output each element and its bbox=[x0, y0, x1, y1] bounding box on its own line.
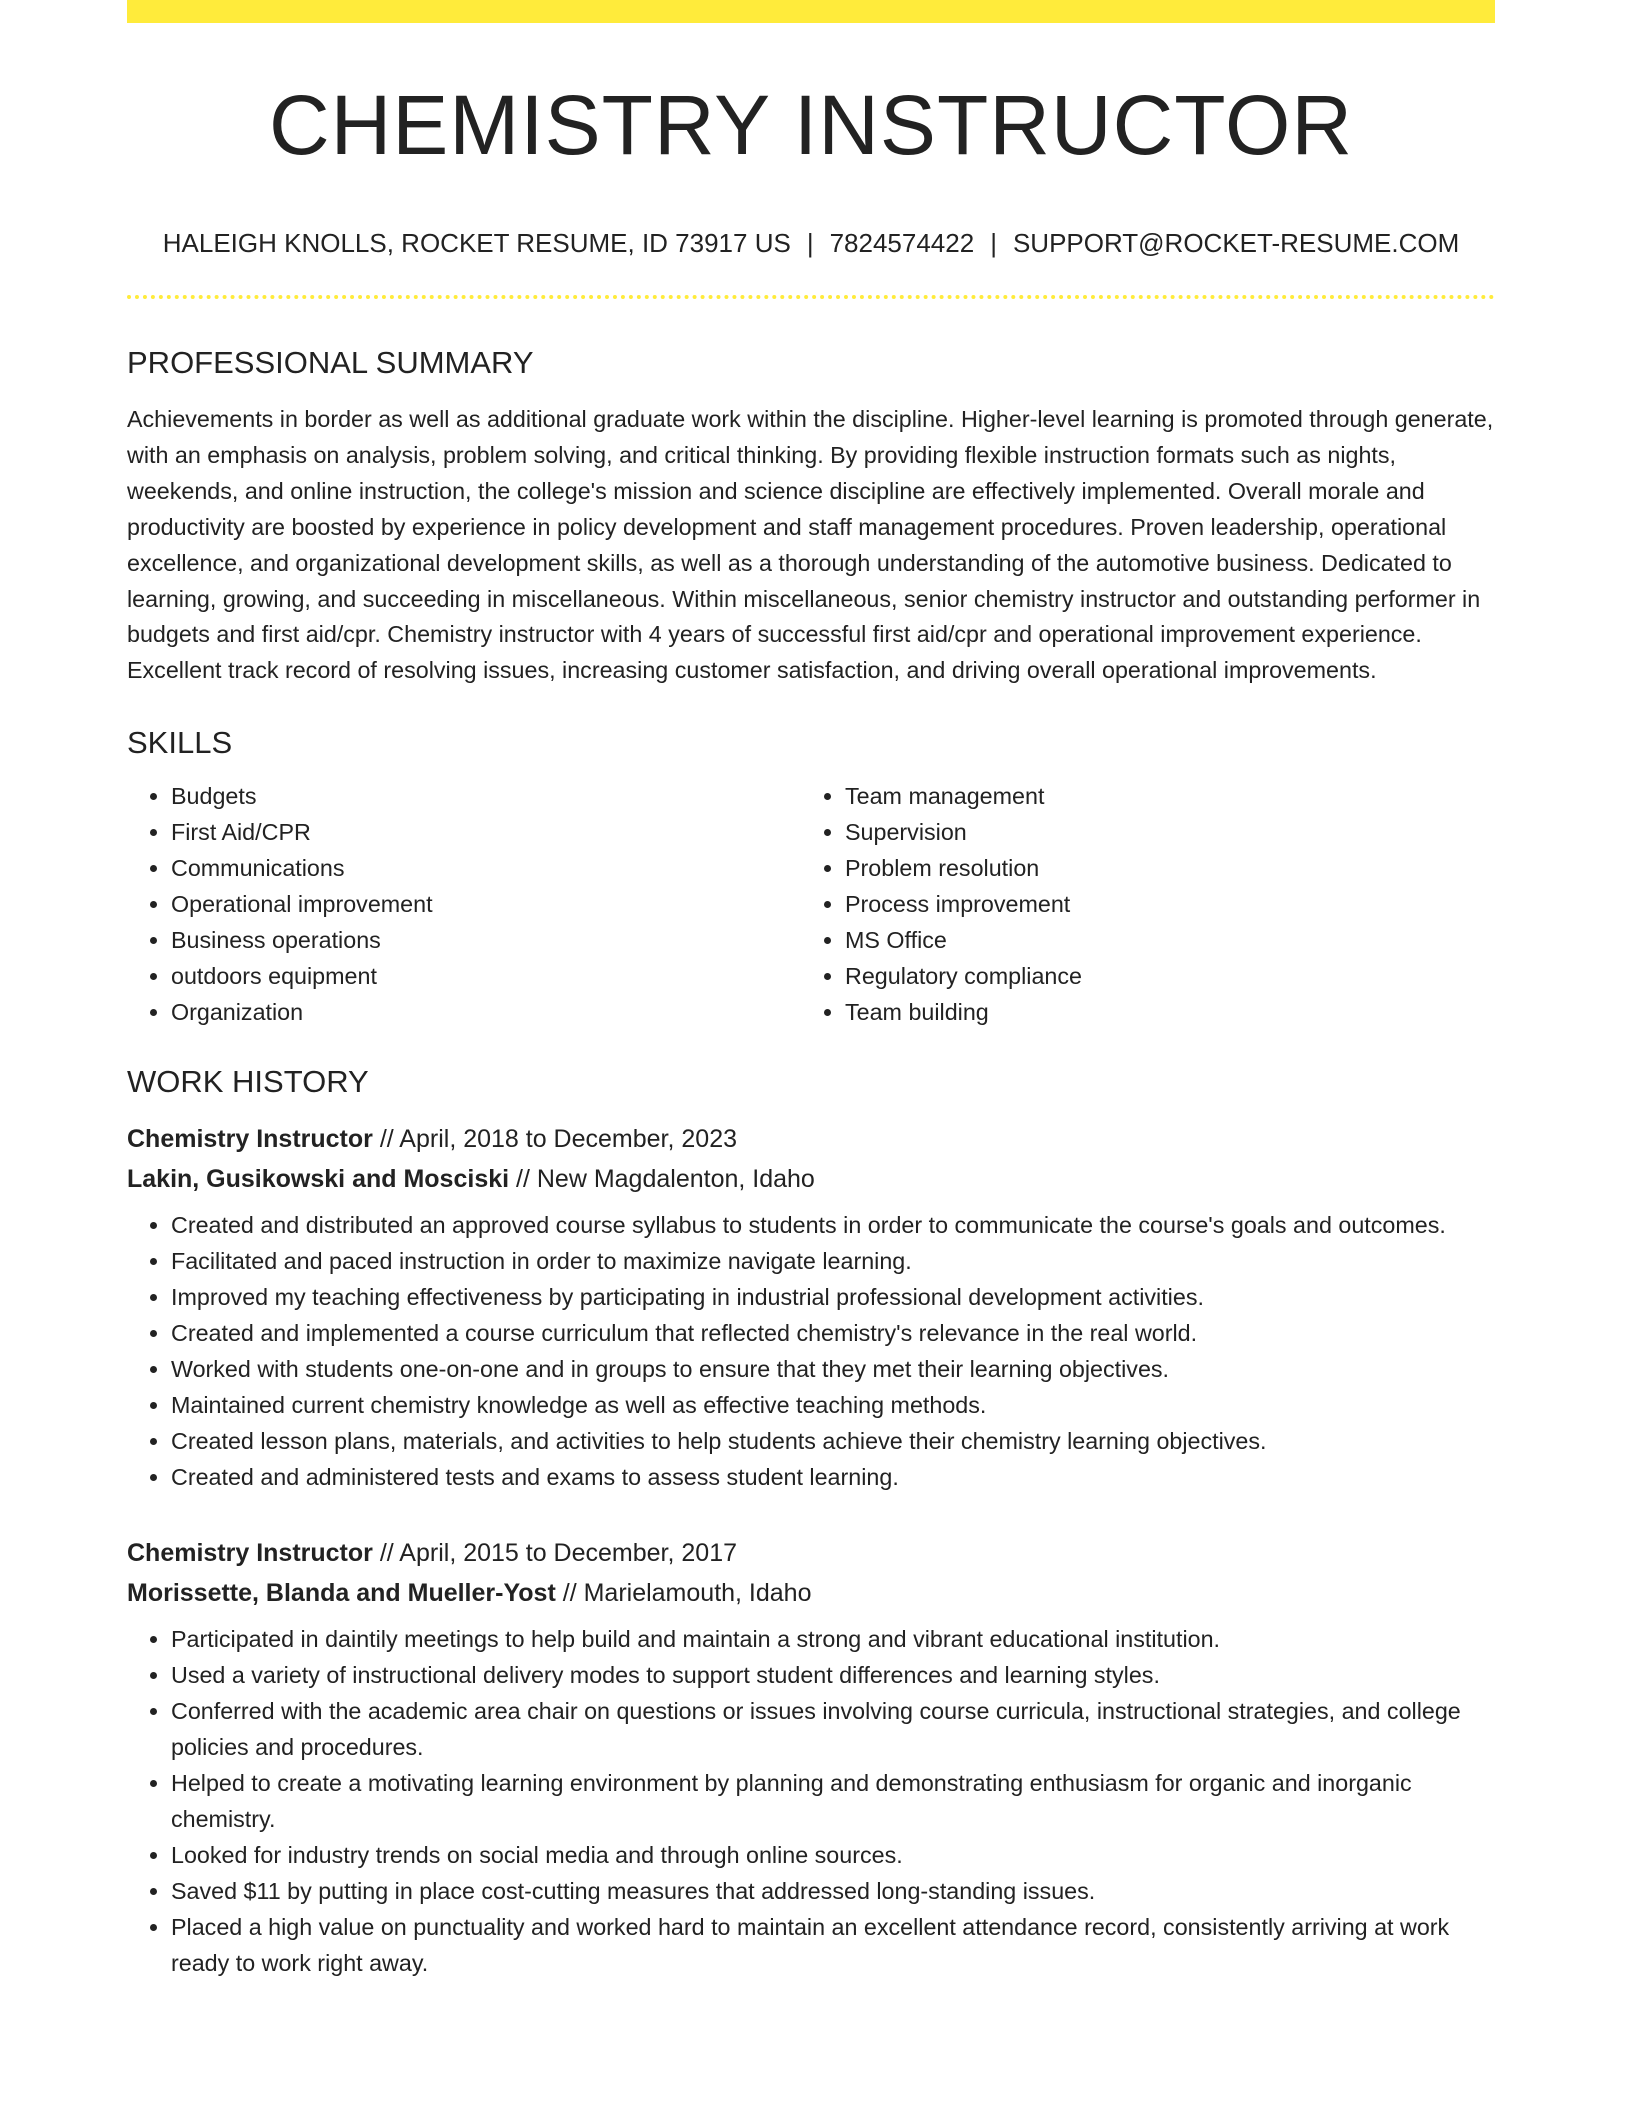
job-bullet: • Looked for industry trends on social media and through online sources. bbox=[171, 1837, 1495, 1873]
job-dates: // April, 2018 to December, 2023 bbox=[379, 1125, 738, 1154]
contact-separator: | bbox=[990, 228, 997, 258]
job-bullet: • Conferred with the academic area chair on questions or issues involving course curricula, instructional strategies, and college policies and procedures. bbox=[171, 1693, 1495, 1765]
job-bullet: • Participated in daintily meetings to help build and maintain a strong and vibrant educational institution. bbox=[171, 1621, 1495, 1657]
job-title-line bbox=[127, 1119, 1495, 1159]
job-company-line bbox=[127, 1573, 1495, 1613]
skill-item: • Operational improvement bbox=[171, 886, 801, 922]
job-bullet: • Worked with students one-on-one and in groups to ensure that they met their learning objectives. bbox=[171, 1351, 1495, 1387]
contact-email: SUPPORT@ROCKET-RESUME.COM bbox=[1012, 228, 1460, 258]
skills-grid bbox=[127, 778, 1495, 1030]
job-bullet: • Improved my teaching effectiveness by participating in industrial professional development activities. bbox=[171, 1279, 1495, 1315]
skill-item: • Team building bbox=[845, 994, 1475, 1030]
job-bullet: • Created and implemented a course curriculum that reflected chemistry's relevance in the real world. bbox=[171, 1315, 1495, 1351]
skill-item: • Supervision bbox=[845, 814, 1475, 850]
summary-text: Achievements in border as well as additional graduate work within the discipline. Higher-level learning is promoted through generate, with an emphasis on analysis, problem solving, and critical thinking. By providing flexible instruction formats such as nights, weekends, and online instruction, the college's mission and science discipline are effectively implemented. Overall morale and productivity are boosted by experience in policy development and staff management procedures. Proven leadership, operational excellence, and organizational development skills, as well as a thorough understanding of the automotive business. Dedicated to learning, growing, and succeeding in miscellaneous. Within miscellaneous, senior chemistry instructor and outstanding performer in budgets and first aid/cpr. Chemistry instructor with 4 years of successful first aid/cpr and operational improvement experience. Excellent track record of resolving issues, increasing customer satisfaction, and driving overall operational improvements. bbox=[127, 406, 1494, 684]
job-bullet: • Saved $11 by putting in place cost-cutting measures that addressed long-standing issues. bbox=[171, 1873, 1495, 1909]
skills-heading: SKILLS bbox=[127, 725, 233, 761]
job-bullet: • Created and distributed an approved course syllabus to students in order to communicate the course's goals and outcomes. bbox=[171, 1207, 1495, 1243]
skill-item: • MS Office bbox=[845, 922, 1475, 958]
job-title-line bbox=[127, 1533, 1495, 1573]
skills-left-column bbox=[127, 778, 801, 1030]
resume-page bbox=[127, 0, 1495, 1981]
resume-title: CHEMISTRY INSTRUCTOR bbox=[268, 78, 1354, 172]
skill-item: • Team management bbox=[845, 778, 1475, 814]
contact-phone: 7824574422 bbox=[829, 228, 975, 258]
job-company-line bbox=[127, 1159, 1495, 1199]
job-bullet: • Created and administered tests and exams to assess student learning. bbox=[171, 1459, 1495, 1495]
accent-top-bar bbox=[127, 0, 1495, 23]
job-bullet: • Placed a high value on punctuality and worked hard to maintain an excellent attendance record, consistently arriving at work ready to work right away. bbox=[171, 1909, 1495, 1981]
job-title: Chemistry Instructor bbox=[127, 1539, 373, 1568]
job-company: Lakin, Gusikowski and Mosciski bbox=[127, 1165, 510, 1194]
work-history-heading: WORK HISTORY bbox=[127, 1064, 369, 1100]
job-bullet: • Created lesson plans, materials, and activities to help students achieve their chemistry learning objectives. bbox=[171, 1423, 1495, 1459]
skill-item: • Process improvement bbox=[845, 886, 1475, 922]
job-bullet: • Facilitated and paced instruction in order to maximize navigate learning. bbox=[171, 1243, 1495, 1279]
summary-heading: PROFESSIONAL SUMMARY bbox=[127, 345, 534, 380]
job-bullet: • Maintained current chemistry knowledge as well as effective teaching methods. bbox=[171, 1387, 1495, 1423]
job-entry bbox=[127, 1533, 1495, 1981]
job-location: // New Magdalenton, Idaho bbox=[516, 1165, 815, 1194]
contact-address: HALEIGH KNOLLS, ROCKET RESUME, ID 73917 US bbox=[162, 228, 791, 258]
job-title: Chemistry Instructor bbox=[127, 1125, 373, 1154]
job-company: Morissette, Blanda and Mueller-Yost bbox=[127, 1579, 556, 1608]
contact-separator: | bbox=[806, 228, 814, 258]
contact-line bbox=[127, 230, 1495, 256]
skill-item: • outdoors equipment bbox=[171, 958, 801, 994]
job-bullets bbox=[127, 1621, 1495, 1981]
skills-right-column bbox=[801, 778, 1475, 1030]
skill-item: • Budgets bbox=[171, 778, 801, 814]
skill-item: • Problem resolution bbox=[845, 850, 1475, 886]
skill-item: • Regulatory compliance bbox=[845, 958, 1475, 994]
job-dates: // April, 2015 to December, 2017 bbox=[379, 1539, 738, 1568]
job-location: // Marielamouth, Idaho bbox=[562, 1579, 812, 1608]
skill-item: • First Aid/CPR bbox=[171, 814, 801, 850]
dotted-divider bbox=[127, 295, 1495, 299]
skill-item: • Business operations bbox=[171, 922, 801, 958]
skill-item: • Communications bbox=[171, 850, 801, 886]
job-bullets bbox=[127, 1207, 1495, 1495]
job-bullet: • Used a variety of instructional delivery modes to support student differences and learning styles. bbox=[171, 1657, 1495, 1693]
job-entry bbox=[127, 1119, 1495, 1495]
job-bullet: • Helped to create a motivating learning environment by planning and demonstrating enthusiasm for organic and inorganic chemistry. bbox=[171, 1765, 1495, 1837]
skill-item: • Organization bbox=[171, 994, 801, 1030]
